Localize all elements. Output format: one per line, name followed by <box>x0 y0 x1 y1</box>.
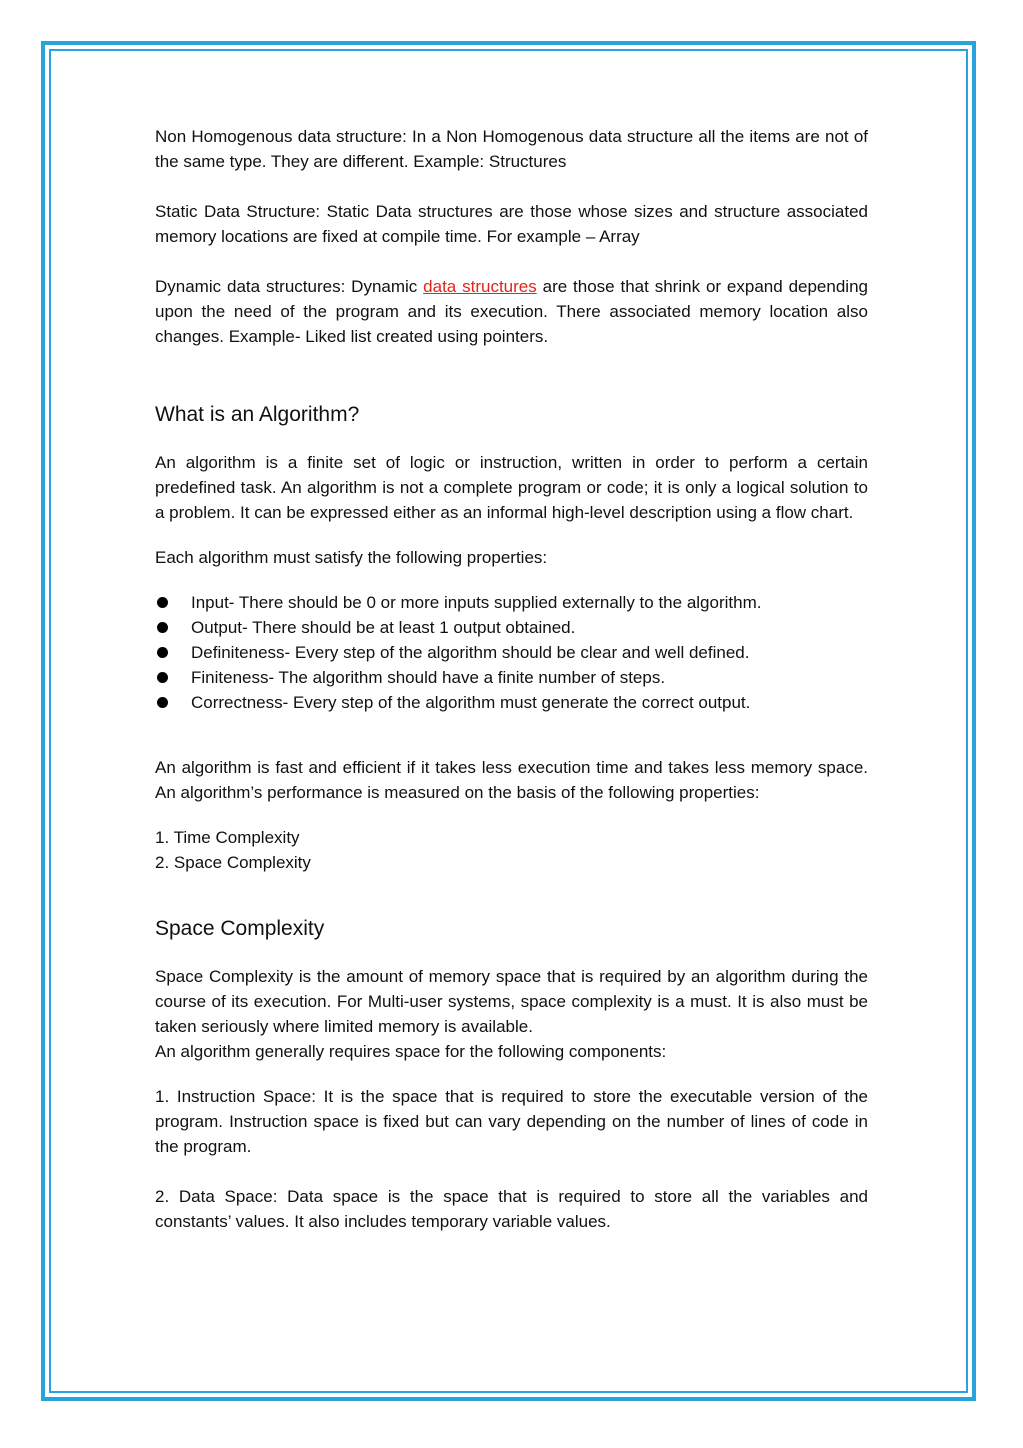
bullet-icon <box>157 672 168 683</box>
paragraph-components-intro: An algorithm generally requires space for the following components: <box>155 1042 667 1061</box>
property-input: Input- There should be 0 or more inputs supplied externally to the algorithm. <box>191 593 762 612</box>
document-body <box>155 124 868 1234</box>
list-item-space-complexity: 2. Space Complexity <box>155 853 311 872</box>
paragraph-space-complexity-intro: Space Complexity is the amount of memory space that is required by an algorithm during the course of its execution. For Multi-user systems, space complexity is a must. It is also must be taken seriously where limited memory is available. <box>155 967 868 1036</box>
property-output: Output- There should be at least 1 output obtained. <box>191 618 576 637</box>
paragraph-properties-intro: Each algorithm must satisfy the following properties: <box>155 548 548 567</box>
bullet-icon <box>157 647 168 658</box>
heading-what-is-algorithm: What is an Algorithm? <box>155 403 360 426</box>
properties-list <box>155 590 868 715</box>
paragraph-static: Static Data Structure: Static Data structures are those whose sizes and structure associated memory locations are fixed at compile time. For example – Array <box>155 202 868 246</box>
heading-space-complexity: Space Complexity <box>155 917 325 940</box>
data-structures-link[interactable]: data structures <box>423 277 537 296</box>
dynamic-text-before: Dynamic data structures: Dynamic <box>155 277 424 296</box>
paragraph-non-homogenous: Non Homogenous data structure: In a Non Homogenous data structure all the items are not of the same type. They are different. Example: Structures <box>155 127 868 171</box>
bullet-icon <box>157 597 168 608</box>
paragraph-performance: An algorithm is fast and efficient if it takes less execution time and takes less memory space. An algorithm’s performance is measured on the basis of the following properties: <box>155 758 868 802</box>
paragraph-data-space: 2. Data Space: Data space is the space that is required to store all the variables and constants’ values. It also includes temporary variable values. <box>155 1187 868 1231</box>
list-item <box>155 615 868 640</box>
dynamic-text-after: are those that shrink or expand depending upon the need of the program and its execution. There associated memory location also changes. Example- Liked list created using pointers. <box>155 277 868 346</box>
property-definiteness: Definiteness- Every step of the algorithm should be clear and well defined. <box>191 643 750 662</box>
paragraph-dynamic <box>155 274 868 349</box>
bullet-icon <box>157 697 168 708</box>
list-item <box>155 590 868 615</box>
list-item <box>155 640 868 665</box>
paragraph-instruction-space: 1. Instruction Space: It is the space that is required to store the executable version of the program. Instruction space is fixed but can vary depending on the number of lines of code in the program. <box>155 1087 868 1156</box>
list-item <box>155 665 868 690</box>
bullet-icon <box>157 622 168 633</box>
property-correctness: Correctness- Every step of the algorithm must generate the correct output. <box>191 693 751 712</box>
paragraph-algorithm-intro: An algorithm is a finite set of logic or instruction, written in order to perform a certain predefined task. An algorithm is not a complete program or code; it is only a logical solution to a problem. It can be expressed either as an informal high-level description using a flow chart. <box>155 453 868 522</box>
property-finiteness: Finiteness- The algorithm should have a finite number of steps. <box>191 668 666 687</box>
complexity-list <box>155 825 868 875</box>
list-item <box>155 690 868 715</box>
list-item-time-complexity: 1. Time Complexity <box>155 828 300 847</box>
